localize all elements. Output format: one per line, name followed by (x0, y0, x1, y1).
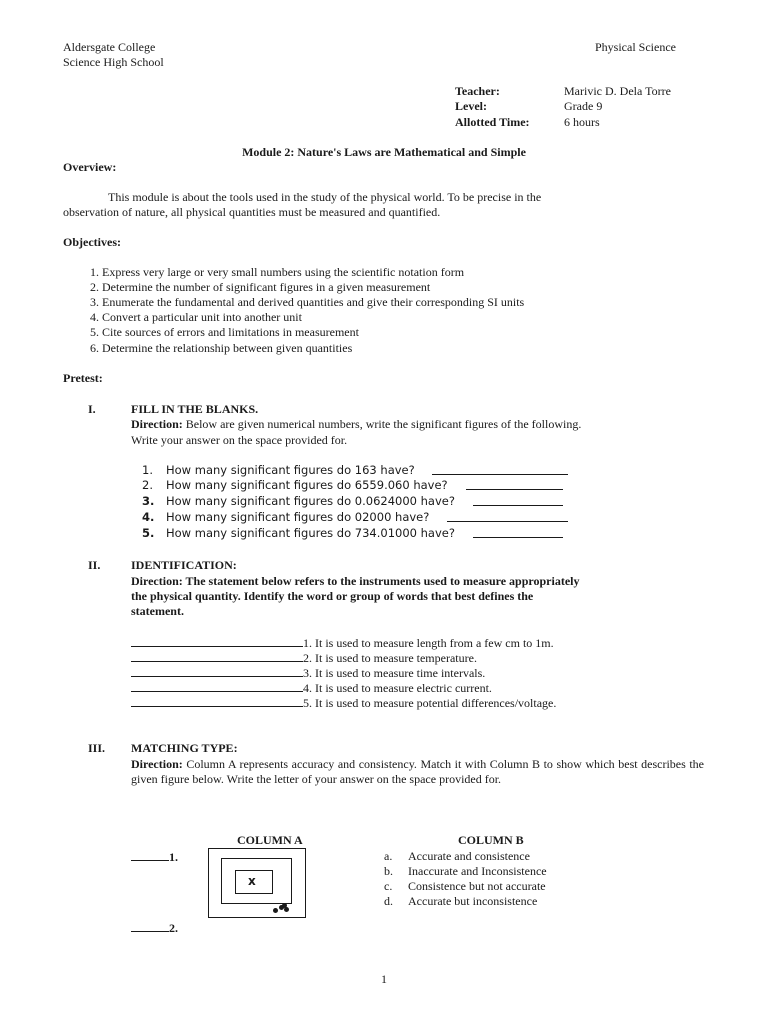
school-name: Aldersgate College (63, 40, 156, 54)
answer-blank[interactable] (131, 680, 303, 692)
option-letter: d. (384, 894, 393, 908)
section-1-title: FILL IN THE BLANKS. (131, 402, 259, 416)
answer-blank[interactable] (131, 695, 303, 707)
section-3-direction (131, 757, 704, 787)
answer-blank[interactable] (447, 510, 568, 526)
level-label: Level: (455, 99, 487, 113)
identification-item (131, 665, 485, 681)
question-text: How many significant figures do 163 have? (166, 463, 415, 477)
module-title: Module 2: Nature's Laws are Mathematical and Simple (242, 145, 526, 159)
section-1-numeral: I. (88, 402, 96, 416)
item-number: 1. (169, 850, 178, 864)
section-1-direction-line-2: Write your answer on the space provided for. (131, 433, 348, 447)
question-number: 1. (142, 463, 153, 477)
identification-item (131, 635, 554, 651)
question-text: How many significant figures do 734.01000 have? (166, 526, 455, 540)
answer-blank[interactable] (131, 650, 303, 662)
answer-blank[interactable] (131, 665, 303, 677)
answer-blank[interactable] (473, 494, 563, 510)
option-letter: b. (384, 864, 393, 878)
answer-blank[interactable] (131, 635, 303, 647)
option-letter: c. (384, 879, 393, 893)
objective-item: 6. Determine the relationship between given quantities (90, 341, 353, 355)
direction-label: Direction: (131, 757, 183, 771)
identification-item (131, 680, 492, 696)
overview-heading: Overview: (63, 160, 117, 174)
direction-text: Column A represents accuracy and consistency. Match it with Column B to show which best describes the given figure below. Write the letter of your answer on the space provided for. (131, 757, 704, 786)
section-2-direction-line-2: the physical quantity. Identify the word or group of words that best defines the (131, 589, 534, 603)
identification-item (131, 695, 556, 711)
option-text: Accurate but inconsistence (408, 894, 538, 908)
identification-text: 5. It is used to measure potential differences/voltage. (303, 696, 557, 710)
matching-item-1 (131, 849, 178, 865)
teacher-label: Teacher: (455, 84, 500, 98)
option-text: Consistence but not accurate (408, 879, 546, 893)
matching-item-2 (131, 920, 178, 936)
direction-text: Below are given numerical numbers, write the significant figures of the following. (182, 417, 582, 431)
section-2-numeral: II. (88, 558, 101, 572)
identification-text: 4. It is used to measure electric current. (303, 681, 492, 695)
question-number: 2. (142, 478, 153, 492)
overview-line-2: observation of nature, all physical quantities must be measured and quantified. (63, 205, 441, 219)
option-text: Accurate and consistence (408, 849, 530, 863)
question-number: 3. (142, 494, 155, 508)
answer-blank[interactable] (432, 463, 568, 479)
item-number: 2. (169, 921, 178, 935)
identification-text: 1. It is used to measure length from a few cm to 1m. (303, 636, 554, 650)
section-2-title: IDENTIFICATION: (131, 558, 237, 572)
answer-blank[interactable] (131, 920, 169, 932)
identification-text: 3. It is used to measure time intervals. (303, 666, 486, 680)
level-value: Grade 9 (564, 99, 603, 113)
question-text: How many significant figures do 02000 have? (166, 510, 430, 524)
identification-item (131, 650, 477, 666)
option-text: Inaccurate and Inconsistence (408, 864, 547, 878)
section-3-title: MATCHING TYPE: (131, 741, 238, 755)
answer-blank[interactable] (131, 849, 169, 861)
overview-line-1: This module is about the tools used in the study of the physical world. To be precise in the (108, 190, 542, 204)
section-3-numeral: III. (88, 741, 106, 755)
direction-label: Direction: (131, 417, 183, 431)
column-a-heading: COLUMN A (237, 833, 303, 847)
shot-dot (282, 903, 287, 908)
question-number: 4. (142, 510, 155, 524)
question-number: 5. (142, 526, 155, 540)
identification-text: 2. It is used to measure temperature. (303, 651, 477, 665)
section-2-direction-line-3: statement. (131, 604, 184, 618)
objective-item: 3. Enumerate the fundamental and derived quantities and give their corresponding SI units (90, 295, 525, 309)
section-1-direction (131, 417, 581, 432)
question-text: How many significant figures do 6559.060 have? (166, 478, 448, 492)
objective-item: 5. Cite sources of errors and limitations in measurement (90, 325, 359, 339)
objective-item: 1. Express very large or very small numbers using the scientific notation form (90, 265, 465, 279)
teacher-value: Marivic D. Dela Torre (564, 84, 671, 98)
time-value: 6 hours (564, 115, 600, 129)
objective-item: 2. Determine the number of significant figures in a given measurement (90, 280, 431, 294)
school-subtitle: Science High School (63, 55, 164, 69)
shot-dot (273, 908, 278, 913)
answer-blank[interactable] (466, 478, 563, 494)
objective-item: 4. Convert a particular unit into another unit (90, 310, 302, 324)
time-label: Allotted Time: (455, 115, 530, 129)
subject-name: Physical Science (595, 40, 676, 54)
option-letter: a. (384, 849, 393, 863)
pretest-heading: Pretest: (63, 371, 103, 385)
column-b-heading: COLUMN B (458, 833, 524, 847)
section-2-direction-line-1: Direction: The statement below refers to the instruments used to measure appropriately (131, 574, 580, 588)
question-text: How many significant figures do 0.0624000 have? (166, 494, 455, 508)
objectives-heading: Objectives: (63, 235, 121, 249)
answer-blank[interactable] (473, 526, 563, 542)
page-number: 1 (381, 972, 387, 986)
target-x-mark: x (248, 874, 256, 888)
